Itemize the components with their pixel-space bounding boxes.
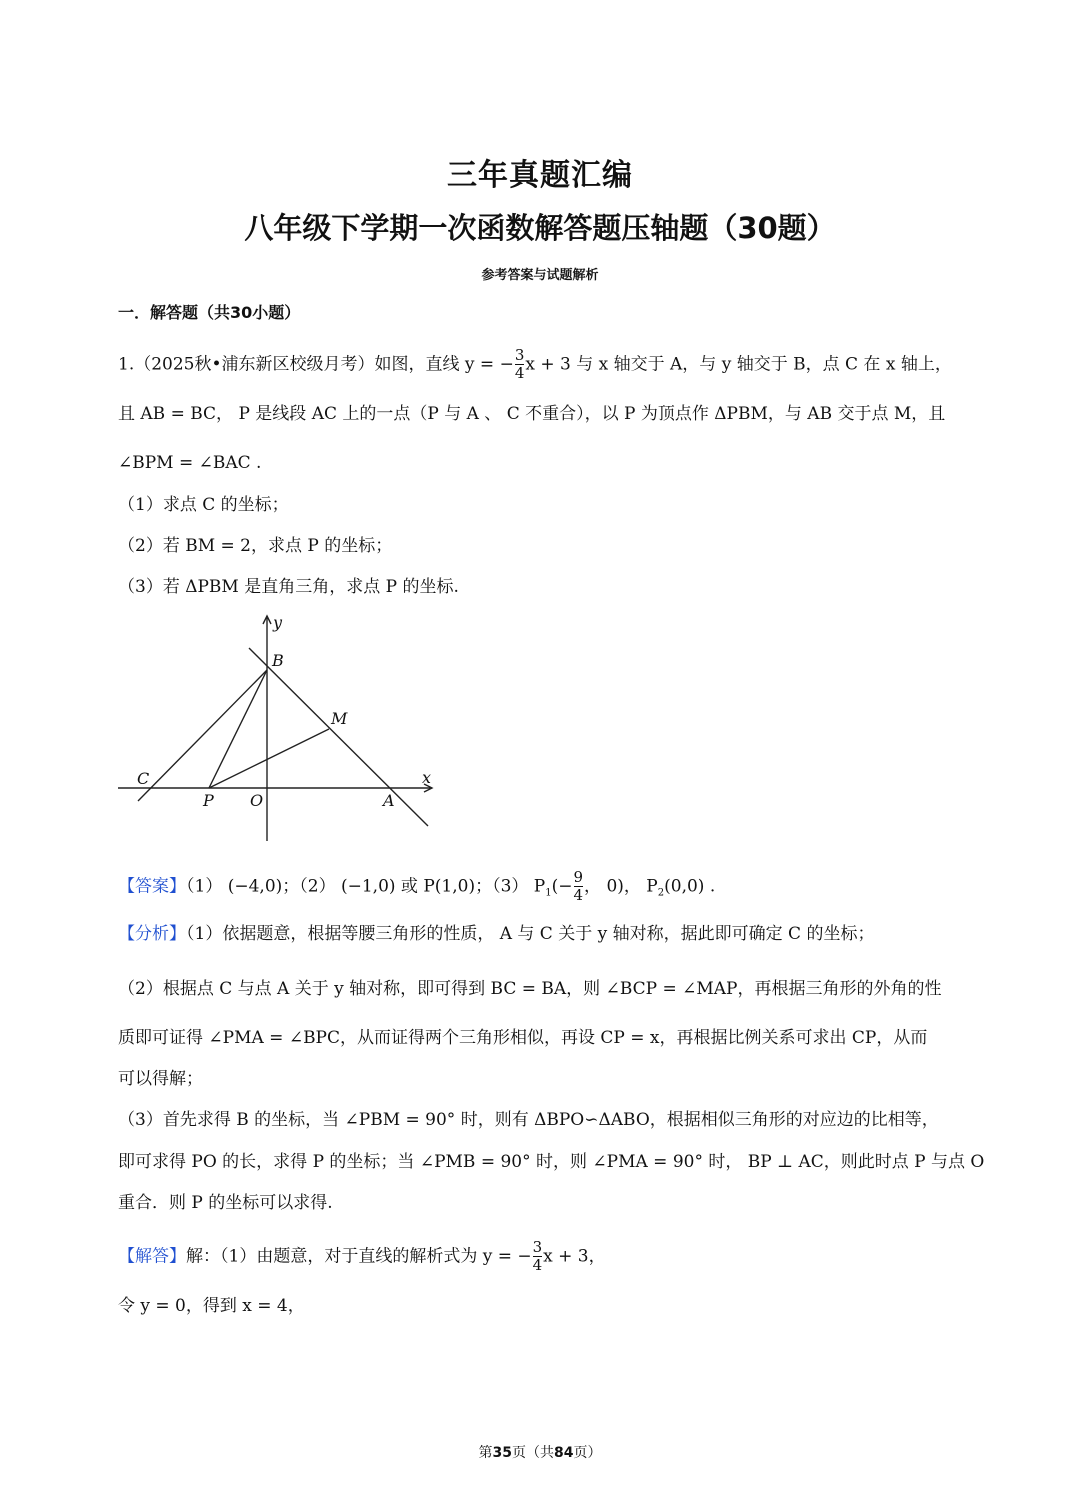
analysis-line-4: 可以得解；: [118, 1069, 203, 1089]
fraction: [533, 1240, 543, 1274]
segment-pm: [209, 729, 329, 788]
analysis-line-2: （2）根据点 C 与点 A 关于 y 轴对称，即可得到 BC = BA，则 ∠BCP = ∠MAP，再根据三角形的外角的性: [118, 979, 942, 999]
analysis-line-6: 即可求得 PO 的长，求得 P 的坐标；当 ∠PMB = 90° 时，则 ∠PMA = 90° 时， BP ⊥ AC，则此时点 P 与点 O: [118, 1152, 985, 1172]
fraction-denominator: 4: [532, 1255, 543, 1274]
line-bc: [138, 670, 267, 801]
footer-middle: 页（共: [512, 1445, 554, 1461]
solution-text: 解：（1）由题意，对于直线的解析式为 y = −: [186, 1246, 532, 1267]
analysis-line-7: 重合．则 P 的坐标可以求得.: [118, 1193, 333, 1213]
problem-line-3: ∠BPM = ∠BAC .: [118, 453, 262, 473]
fraction: [515, 348, 525, 382]
footer-suffix: 页）: [573, 1445, 602, 1461]
document-title: 三年真题汇编: [447, 158, 633, 193]
analysis-line-5: （3）首先求得 B 的坐标，当 ∠PBM = 90° 时，则有 ΔBPO∽ΔABO，根据相似三角形的对应边的比相等，: [118, 1110, 939, 1130]
question-2: （2）若 BM = 2，求点 P 的坐标；: [118, 536, 393, 556]
solution-line-1: [118, 1240, 606, 1274]
problem-line-2: 且 AB = BC， P 是线段 AC 上的一点（P 与 A 、 C 不重合），以 P 为顶点作 ΔPBM，与 AB 交于点 M，且: [118, 404, 946, 424]
analysis-line-1: [118, 926, 874, 943]
solution-tag: 【解答】: [118, 1246, 186, 1267]
analysis-line-3: 质即可证得 ∠PMA = ∠BPC，从而证得两个三角形相似，再设 CP = x，再根据比例关系可求出 CP，从而: [118, 1028, 928, 1048]
label-o: O: [250, 791, 264, 810]
subscript: 2: [657, 887, 665, 899]
label-a: A: [383, 791, 395, 810]
question-3: （3）若 ΔPBM 是直角三角，求点 P 的坐标.: [118, 577, 459, 597]
problem-text: x + 3 与 x 轴交于 A，与 y 轴交于 B，点 C 在 x 轴上，: [525, 354, 952, 375]
problem-line-1: [118, 348, 952, 382]
document-subtitle: 八年级下学期一次函数解答题压轴题（30题）: [244, 211, 836, 245]
subscript: 1: [545, 887, 552, 899]
question-1: （1）求点 C 的坐标；: [118, 495, 289, 515]
answer-tag: 【答案】: [118, 876, 186, 897]
fraction-denominator: 4: [514, 363, 525, 382]
fraction-denominator: 4: [573, 885, 584, 904]
label-c: C: [137, 769, 150, 788]
label-m: M: [331, 709, 348, 728]
fraction: [574, 870, 584, 904]
answer-line: [118, 870, 715, 904]
section-heading: 一．解答题（共30小题）: [118, 303, 301, 322]
page-number: 35: [492, 1445, 512, 1461]
solution-text: x + 3，: [543, 1246, 606, 1267]
geometry-figure: [110, 612, 450, 847]
fraction-numerator: 3: [514, 346, 525, 364]
label-y: y: [273, 613, 283, 632]
segment-pb: [209, 670, 267, 788]
reference-note: 参考答案与试题解析: [481, 268, 599, 283]
fraction-numerator: 9: [573, 868, 584, 886]
answer-text: ， 0)， P: [584, 876, 658, 897]
label-p: P: [203, 791, 214, 810]
label-b: B: [272, 651, 284, 670]
analysis-tag: 【分析】: [118, 924, 186, 944]
analysis-text: （1）依据题意，根据等腰三角形的性质， A 与 C 关于 y 轴对称，据此即可确定 C 的坐标；: [186, 924, 875, 944]
footer-prefix: 第: [478, 1445, 493, 1461]
fraction-numerator: 3: [532, 1238, 543, 1256]
answer-text: （1） (−4,0)；（2） (−1,0) 或 P(1,0)；（3） P: [186, 876, 546, 897]
answer-text: (0,0) .: [664, 876, 716, 897]
page-footer: [0, 1442, 1080, 1462]
label-x: x: [422, 768, 432, 787]
line-ab: [249, 648, 428, 826]
total-pages: 84: [554, 1445, 574, 1461]
answer-text: (−: [551, 876, 573, 897]
solution-line-2: 令 y = 0，得到 x = 4，: [118, 1296, 305, 1316]
problem-text: 1.（2025秋•浦东新区校级月考）如图，直线 y = −: [118, 354, 514, 375]
